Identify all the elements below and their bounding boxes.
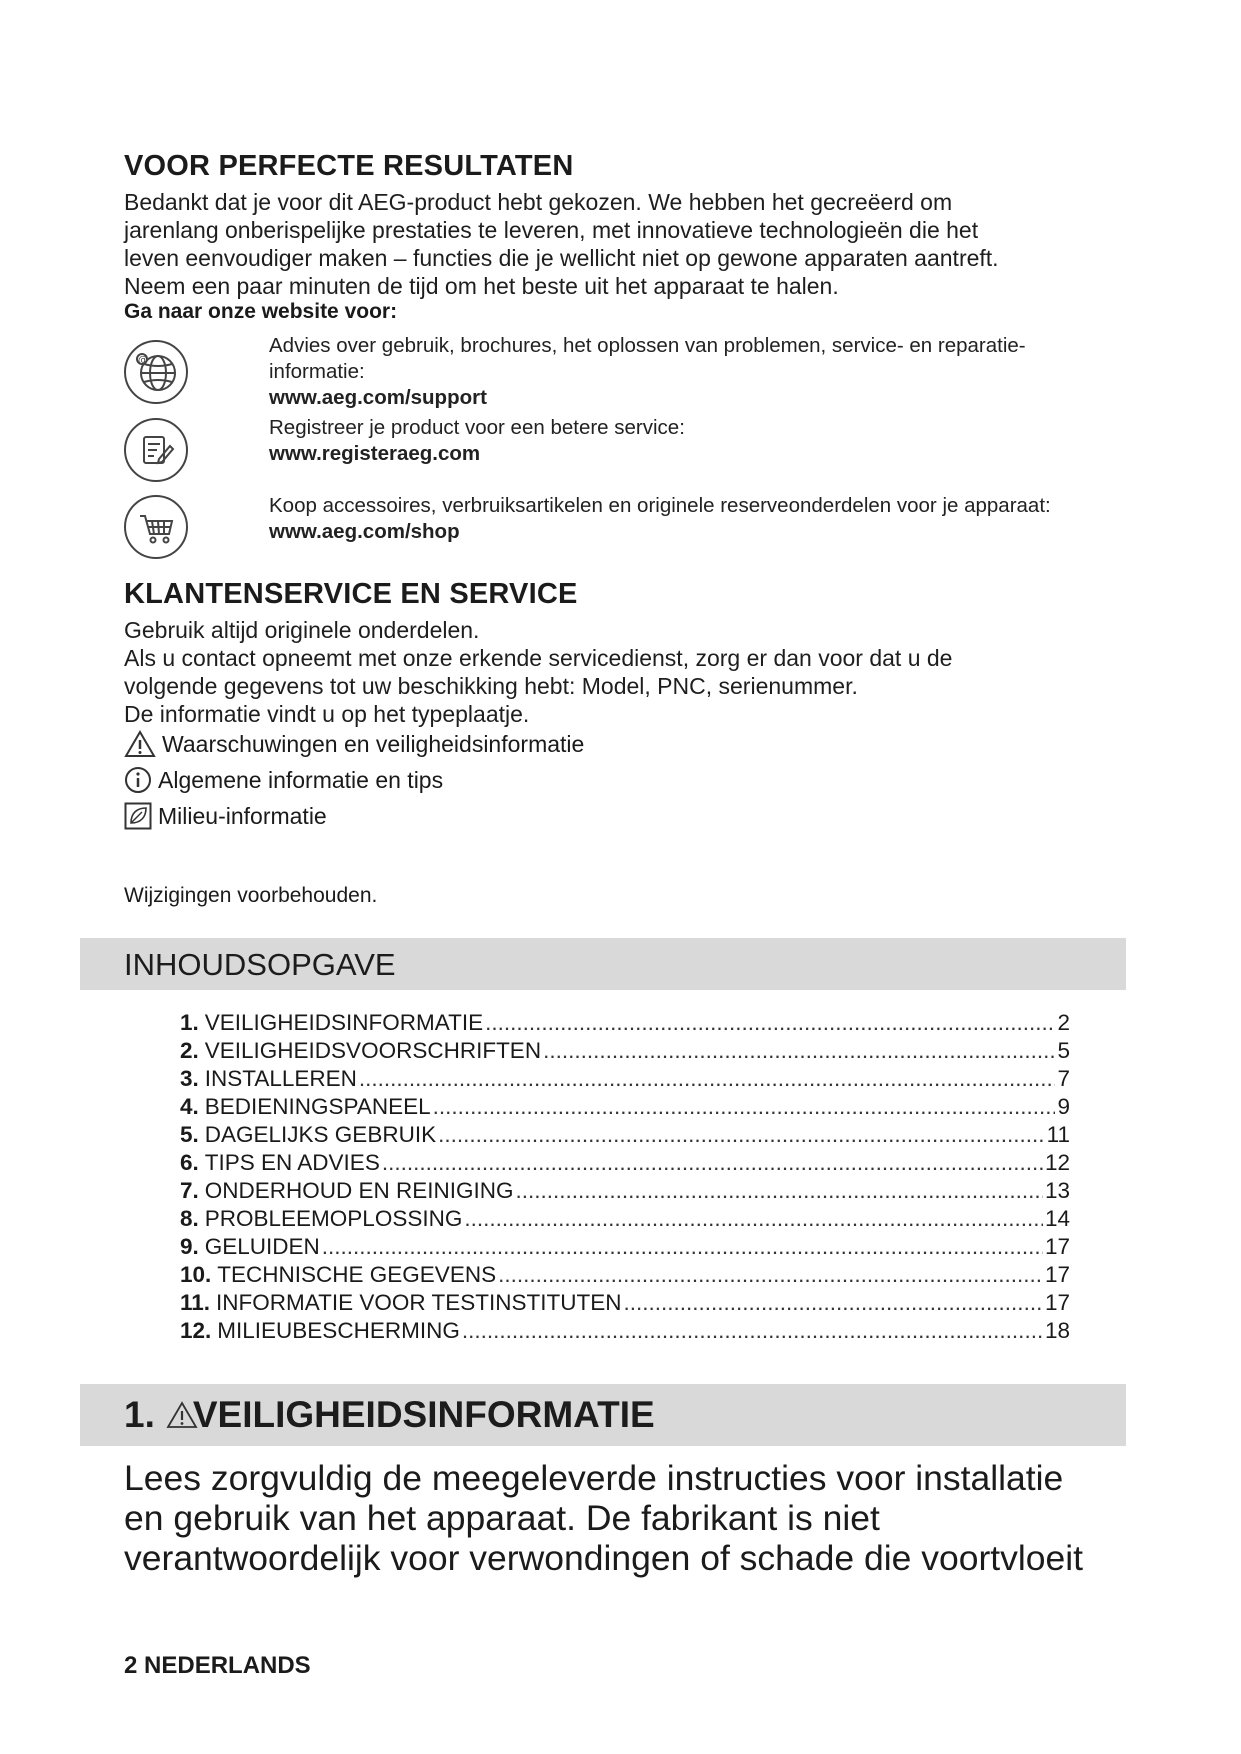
toc-page: 5 bbox=[1057, 1038, 1070, 1063]
support-link[interactable]: www.aeg.com/support bbox=[269, 386, 487, 409]
toc-label: INSTALLEREN bbox=[204, 1066, 357, 1091]
toc-row[interactable] bbox=[180, 1149, 1070, 1177]
toc-leader bbox=[382, 1149, 1043, 1177]
intro-title: VOOR PERFECTE RESULTATEN bbox=[124, 150, 574, 182]
toc-title: INHOUDSOPGAVE bbox=[124, 947, 396, 982]
service-paragraph bbox=[124, 616, 1124, 728]
toc-leader bbox=[623, 1289, 1042, 1317]
service-line: Gebruik altijd originele onderdelen. bbox=[124, 617, 480, 643]
toc-header-band bbox=[80, 938, 1126, 990]
legend-environment bbox=[124, 802, 327, 830]
toc-number: 5. bbox=[180, 1122, 199, 1147]
toc-row[interactable] bbox=[180, 1037, 1070, 1065]
toc-page: 14 bbox=[1044, 1206, 1070, 1231]
toc-leader bbox=[543, 1037, 1055, 1065]
globe-icon bbox=[124, 340, 188, 404]
toc-label: TIPS EN ADVIES bbox=[204, 1150, 380, 1175]
toc-number: 9. bbox=[180, 1234, 199, 1259]
toc-row[interactable] bbox=[180, 1009, 1070, 1037]
register-icon bbox=[124, 418, 188, 482]
toc-leader bbox=[433, 1093, 1056, 1121]
toc-number: 6. bbox=[180, 1150, 199, 1175]
toc-number: 4. bbox=[180, 1094, 199, 1119]
section-header-band bbox=[80, 1384, 1126, 1446]
intro-line: Bedankt dat je voor dit AEG-product hebt gekozen. We hebben het gecreëerd om bbox=[124, 189, 953, 215]
toc-leader bbox=[438, 1121, 1045, 1149]
toc-page: 17 bbox=[1044, 1290, 1070, 1315]
toc-leader bbox=[485, 1009, 1055, 1037]
toc-page: 11 bbox=[1046, 1122, 1070, 1147]
toc-leader bbox=[498, 1261, 1043, 1289]
section-line: en gebruik van het apparaat. De fabrikant is niet bbox=[124, 1498, 880, 1538]
legend-label: Milieu-informatie bbox=[158, 802, 327, 829]
website-label: Ga naar onze website voor: bbox=[124, 300, 398, 323]
toc-page: 17 bbox=[1044, 1234, 1070, 1259]
toc-label: DAGELIJKS GEBRUIK bbox=[204, 1122, 437, 1147]
info-icon bbox=[124, 766, 152, 794]
intro-line: jarenlang onberispelijke prestaties te leveren, met innovatieve technologieën die het bbox=[124, 217, 979, 243]
section-line: Lees zorgvuldig de meegeleverde instructies voor installatie bbox=[124, 1458, 1064, 1498]
toc-number: 3. bbox=[180, 1066, 199, 1091]
toc-number: 2. bbox=[180, 1038, 199, 1063]
toc-row[interactable] bbox=[180, 1065, 1070, 1093]
section-number: 1. bbox=[124, 1394, 155, 1435]
toc-page: 17 bbox=[1044, 1262, 1070, 1287]
toc-number: 12. bbox=[180, 1318, 212, 1343]
cart-icon bbox=[124, 495, 188, 559]
intro-line: leven eenvoudiger maken – functies die je wellicht niet op gewone apparaten aantreft. bbox=[124, 245, 999, 271]
toc-label: GELUIDEN bbox=[204, 1234, 320, 1259]
toc-leader bbox=[359, 1065, 1056, 1093]
toc-page: 18 bbox=[1044, 1318, 1070, 1343]
toc-row[interactable] bbox=[180, 1205, 1070, 1233]
legend-warning bbox=[124, 730, 584, 758]
leaf-icon bbox=[124, 802, 152, 830]
toc-number: 1. bbox=[180, 1010, 199, 1035]
legend-label: Algemene informatie en tips bbox=[158, 766, 444, 793]
toc-row[interactable] bbox=[180, 1093, 1070, 1121]
service-line: Als u contact opneemt met onze erkende servicedienst, zorg er dan voor dat u de bbox=[124, 645, 953, 671]
changes-note: Wijzigingen voorbehouden. bbox=[124, 884, 378, 907]
section-line: verantwoordelijk voor verwondingen of schade die voortvloeit bbox=[124, 1538, 1084, 1578]
toc-row[interactable] bbox=[180, 1233, 1070, 1261]
toc-leader bbox=[516, 1177, 1043, 1205]
intro-line: Neem een paar minuten de tijd om het beste uit het apparaat te halen. bbox=[124, 273, 839, 299]
section-title bbox=[124, 1394, 655, 1436]
toc-label: INFORMATIE VOOR TESTINSTITUTEN bbox=[216, 1290, 622, 1315]
toc-label: BEDIENINGSPANEEL bbox=[204, 1094, 431, 1119]
service-line: volgende gegevens tot uw beschikking hebt: Model, PNC, serienummer. bbox=[124, 673, 858, 699]
website-entry-register bbox=[269, 415, 1149, 467]
toc-number: 8. bbox=[180, 1206, 199, 1231]
shop-link[interactable]: www.aeg.com/shop bbox=[269, 520, 460, 543]
toc-label: MILIEUBESCHERMING bbox=[217, 1318, 460, 1343]
svg-text:@: @ bbox=[138, 355, 148, 366]
toc-row[interactable] bbox=[180, 1177, 1070, 1205]
toc-page: 2 bbox=[1057, 1010, 1070, 1035]
legend-label: Waarschuwingen en veiligheidsinformatie bbox=[162, 730, 585, 757]
toc-leader bbox=[464, 1205, 1043, 1233]
toc-page: 9 bbox=[1057, 1094, 1070, 1119]
toc-page: 13 bbox=[1044, 1178, 1070, 1203]
website-text: Advies over gebruik, brochures, het oplossen van problemen, service- en reparatie- bbox=[269, 334, 1026, 357]
toc-page: 12 bbox=[1044, 1150, 1070, 1175]
warning-icon bbox=[124, 730, 156, 758]
toc-leader bbox=[462, 1317, 1043, 1345]
toc-row[interactable] bbox=[180, 1289, 1070, 1317]
toc-row[interactable] bbox=[180, 1317, 1070, 1345]
toc-number: 11. bbox=[180, 1290, 211, 1315]
toc-row[interactable] bbox=[180, 1121, 1070, 1149]
toc-label: TECHNISCHE GEGEVENS bbox=[217, 1262, 497, 1287]
register-link[interactable]: www.registeraeg.com bbox=[269, 442, 481, 465]
website-entry-shop bbox=[269, 493, 1169, 545]
toc-number: 10. bbox=[180, 1262, 212, 1287]
toc-page: 7 bbox=[1057, 1066, 1070, 1091]
table-of-contents bbox=[180, 1009, 1070, 1345]
toc-leader bbox=[322, 1233, 1043, 1261]
toc-label: VEILIGHEIDSVOORSCHRIFTEN bbox=[204, 1038, 542, 1063]
toc-number: 7. bbox=[180, 1178, 199, 1203]
service-title: KLANTENSERVICE EN SERVICE bbox=[124, 578, 578, 610]
page-footer: 2 NEDERLANDS bbox=[124, 1652, 311, 1679]
section-title-text: VEILIGHEIDSINFORMATIE bbox=[192, 1394, 655, 1435]
toc-label: ONDERHOUD EN REINIGING bbox=[204, 1178, 514, 1203]
toc-row[interactable] bbox=[180, 1261, 1070, 1289]
website-text: informatie: bbox=[269, 360, 365, 383]
service-line: De informatie vindt u op het typeplaatje. bbox=[124, 701, 530, 727]
toc-label: PROBLEEMOPLOSSING bbox=[204, 1206, 463, 1231]
toc-label: VEILIGHEIDSINFORMATIE bbox=[204, 1010, 484, 1035]
intro-paragraph bbox=[124, 188, 1124, 300]
legend-info bbox=[124, 766, 443, 794]
section-paragraph bbox=[124, 1458, 1144, 1578]
website-text: Koop accessoires, verbruiksartikelen en originele reserveonderdelen voor je apparaat: bbox=[269, 494, 1051, 517]
website-text: Registreer je product voor een betere service: bbox=[269, 416, 685, 439]
website-entry-support bbox=[269, 333, 1149, 411]
